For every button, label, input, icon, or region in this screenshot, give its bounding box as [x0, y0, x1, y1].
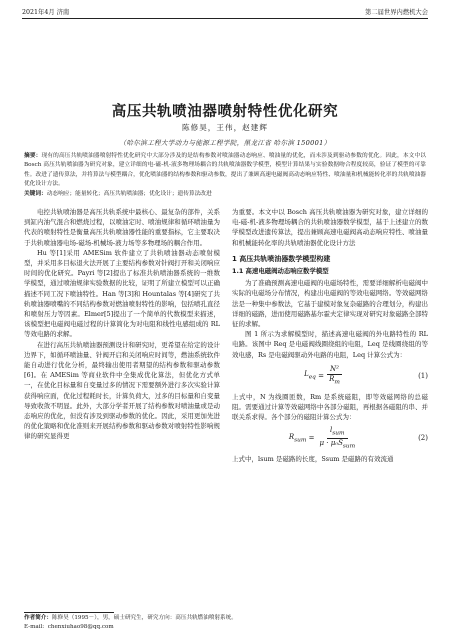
- keywords-text: 动态响应；能量转化；高压共轨喷油器；优化设计；遗传算法改进: [46, 191, 212, 197]
- author-list: 陈修昊，王伟，赵建辉: [182, 123, 268, 132]
- right-column: [232, 207, 428, 465]
- eq2-fraction: $\frac{l_{sum}}{\mu \cdot \mu_0S_{sum}}$: [319, 425, 356, 450]
- equation-number: (1): [418, 371, 428, 380]
- footnote-divider: [24, 612, 114, 613]
- paragraph: Hu 等[1]采用 AMESim 软件建立了共轨喷油器动态喷射模型，并采用多目标退火法开展了主要结构参数对针阀打开和关闭响应时间的优化研究。Payri 等[2]提出了标准共轨喷油器系统的一维数学模型，通过喷油规律实验数据的比较，证明了所建立模型可以正确描述不同工况下喷油特性。Han 等[3]和 Hountalas 等[4]研究了共轨喷油器喷嘴的不同结构参数对燃油喷射特性的影响，包括喷孔直径和喷射压力等因素。Elmer[5]提出了一个简单的代数模型来描述，该模型把电磁阀电磁过程的计算简化为对电阻和线性电感组成的 RL 等效电路的求解。: [24, 248, 220, 339]
- left-column: [24, 207, 220, 442]
- keywords: [24, 190, 426, 199]
- equation-1: $L_{eq}$ = $\frac{\text{N²}}{R_m}$ (1): [304, 364, 428, 386]
- equation-number: (2): [418, 434, 428, 443]
- header-left: 2021年4月 济南: [22, 9, 70, 16]
- paragraph: 在进行高压共轨喷油器预测设计和研究时，更希望在给定的设计边界下，如循环喷油量、针阀开启和关闭响应时间等，燃油系统软件能自动进行优化分析，最终输出使用者期望的结构参数和驱动参数[6]。在 AMESim 等商业软件中全集成优化算法，但优化方式单一，在优化目标量和自变量过多的情况下需要额外进行多次实验计算获得响应面，优化过程耗时长，计算负荷大，过多的目标量和自变量导致收敛不明显。此外，大部分学者开展了结构参数对喷油量或是动态响应的优化，但没有涉及到驱动参数的优化。因此，采用更加先进的优化策略和优化准则来开展结构参数和驱动参数对喷射特性影响规律的研究显得更: [24, 340, 220, 441]
- paragraph: 为了准确预测高速电磁阀的电磁场特性，需要详细解析电磁阀中实际的电磁场分布情况，构建出电磁阀的等效电磁网络。等效磁网络法是一种集中参数法，它基于建模对象复杂磁路的合理划分，构建出详细的磁路，进而使用磁路基尔霍夫定律实现对研究对象磁路全部特征的求解。: [232, 279, 428, 329]
- paragraph: 上式中，N 为线圈匝数，Rm 是系统磁阻，即等效磁网络的总磁阻。需要通过计算等效磁网络中各部分磁阻，再根据各磁阻的串、并联关系求得。各个部分的磁阻计算公式为：: [232, 392, 428, 422]
- eq1-fraction: $\frac{\text{N²}}{R_m}$: [327, 365, 342, 387]
- affiliation: （哈尔滨工程大学动力与能源工程学院，黑龙江省 哈尔滨 150001）: [119, 139, 331, 147]
- paragraph: 上式中，lsum 是磁路的长度，Ssum 是磁路的有效流通: [232, 455, 394, 464]
- eq1-lhs: $L_{eq}$: [304, 370, 316, 381]
- paragraph: 为重要。本文中以 Bosch 高压共轨喷油器为研究对象，建立详细的电-磁-机-液多物理场耦合的共轨喷油器数学模型，基于上述建立的数学模型改进遗传算法，提出兼顾高速电磁阀高动态响应特性、喷油量和机械能转化率的共轨喷油器优化设计方法: [232, 208, 428, 247]
- abstract-text: 现有的高压共轨喷油器喷射特性优化研究中大部分涉及的是结构参数对喷油器动态响应、喷油量的优化，而未涉及到驱动参数的优化。因此，本文中以 Bosch 高压共轨喷油器为研究对象，建立详细的电-磁-机-液多物理场耦合的共轨喷油器数学模型，模型计算结果与实验数据吻合程度较高，验证了模型的可靠性。改进了遗传算法，并将算法与模型耦合，优化喷油器的结构参数和驱动参数，提出了兼顾高速电磁阀高动态响应特性、喷油量和机械能转化率的共轨喷油器优化设计方法。: [24, 153, 426, 188]
- footnote: [24, 614, 426, 631]
- paper-title: 高压共轨喷油器喷射特性优化研究: [111, 104, 339, 120]
- equation-2: $R_{sum}$ = $\frac{l_{sum}}{\mu \cdot \mu_0S_{sum}}$ (2): [288, 425, 428, 450]
- subsection-heading: 1.1 高速电磁阀动态响应数学模型: [232, 267, 329, 276]
- section-heading: 1 高压共轨喷油器数学模型构建: [232, 254, 331, 263]
- paragraph: 图 1 所示为求解模型时，描述高速电磁阀的外电路特性的 RL 电路。该图中 Req 是电磁阀线圈绕组的电阻，Leq 是线圈绕组的等效电感，Rs 是电磁阀驱动外电路的电阻，Leq 计算公式为：: [232, 330, 428, 359]
- footnote-author: 陈修昊（1995－），男，硕士研究生，研究方向：高压共轨燃油喷射系统。: [51, 615, 237, 621]
- footnote-email: chenxiuhao98@qq.com: [47, 623, 114, 630]
- abstract-label: 摘要：: [24, 153, 42, 159]
- header-right: 第二届世界内燃机大会: [365, 9, 428, 16]
- footnote-author-label: 作者简介：: [24, 615, 52, 621]
- abstract: [24, 152, 426, 190]
- keywords-label: 关键词：: [24, 191, 47, 197]
- eq2-lhs: $R_{sum}$: [288, 432, 307, 444]
- footnote-email-label: E-mail:: [24, 623, 45, 630]
- paragraph: 电控共轨喷油器是高压共轨系统中最核心、最复杂的部件，关系到缸内油气混合和燃烧过程，以喷油定时、喷油规律和循环喷油量为代表的喷射特性是衡量高压共轨喷油器性能的重要指标，它主要取决于共轨喷油器电场-磁场-机械场-液力场等多物理场的耦合作用。: [24, 208, 220, 247]
- running-header: [22, 7, 428, 19]
